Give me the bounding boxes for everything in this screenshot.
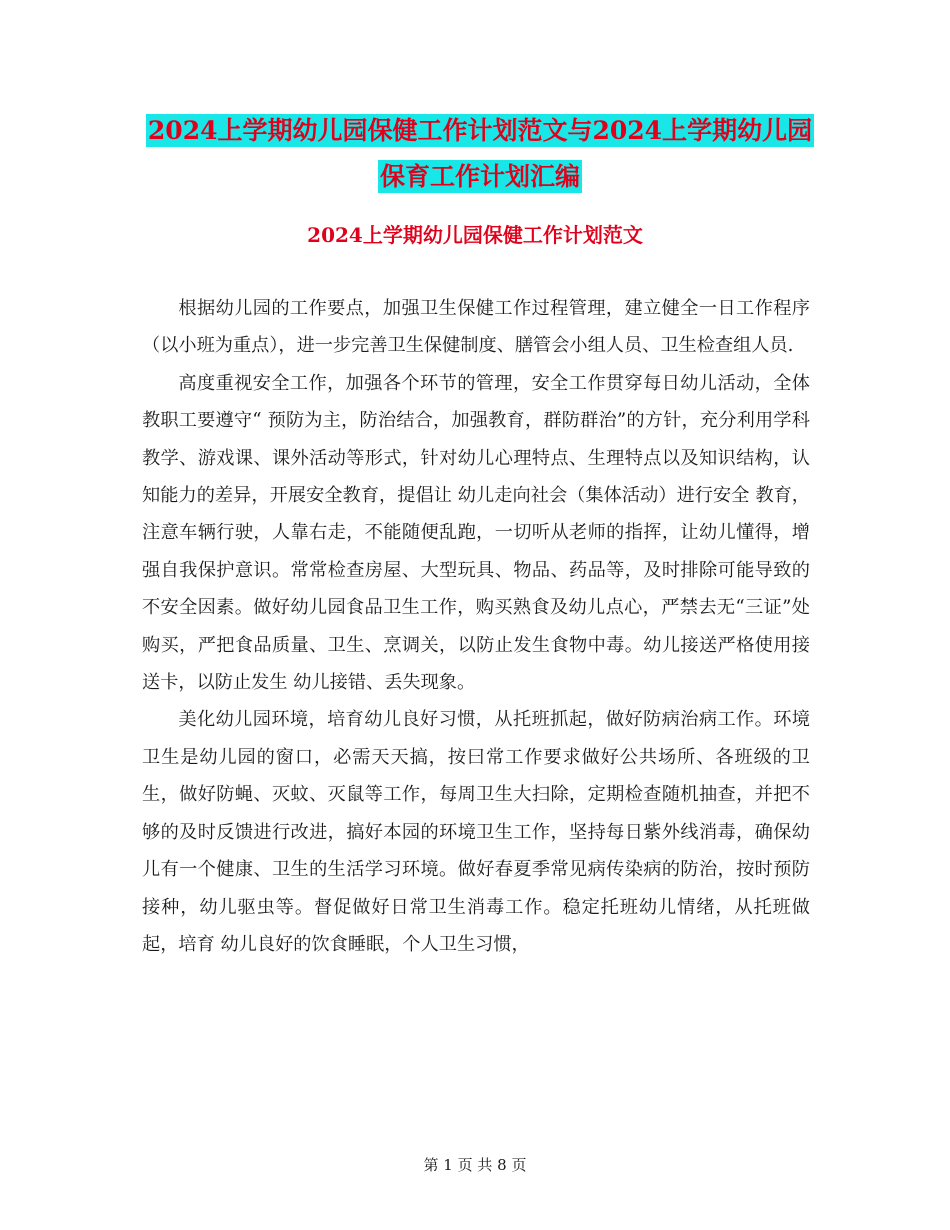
paragraph-3: 美化幼儿园环境，培育幼儿良好习惯，从托班抓起，做好防病治病工作。环境卫生是幼儿园的窗口，必需天天搞，按曰常工作要求做好公共场所、各班级的卫生，做好防蝇、灭蚊、灭鼠等工作，每周卫生大扫除，定期检查随机抽查，并把不够的及时反馈进行改进，搞好本园的环境卫生工作，坚持每日紫外线消毒，确保幼儿有一个健康、卫生的生活学习环境。做好春夏季常见病传染病的防治，按时预防接种，幼儿驱虫等。督促做好日常卫生消毒工作。稳定托班幼儿情绪，从托班做起，培育 幼儿良好的饮食睡眠，个人卫生习惯， bbox=[142, 709, 810, 955]
page-footer: 第 1 页 共 8 页 bbox=[423, 1156, 527, 1174]
section-title: 2024上学期幼儿园保健工作计划范文 bbox=[307, 223, 643, 247]
paragraph-2: 高度重视安全工作，加强各个环节的管理，安全工作贯穿每日幼儿活动，全体教职工要遵守“ 预防为主，防治结合，加强教育，群防群治”的方针，充分利用学科教学、游戏课、课外活动等形式，针对幼儿心理特点、生理特点以及知识结构，认知能力的差异，开展安全教育，提倡让 幼儿走向社会（集体活动）进行安全 教育，注意车辆行驶，人靠右走，不能随便乱跑，一切听从老师的指挥，让幼儿懂得，增强自我保护意识。常常检查房屋、大型玩具、物品、药品等，及时排除可能导致的不安全因素。做好幼儿园食品卫生工作，购买熟食及幼儿点心，严禁去无“三证”处购买，严把食品质量、卫生、烹调关，以防止发生食物中毒。幼儿接送严格使用接送卡，以防止发生 幼儿接错、丢失现象。 bbox=[142, 372, 810, 694]
title-highlight: 2024上学期幼儿园保健工作计划范文与2024上学期幼儿园保育工作计划汇编 bbox=[147, 116, 813, 191]
paragraph-1: 根据幼儿园的工作要点，加强卫生保健工作过程管理，建立健全一日工作程序（以小班为重点），进一步完善卫生保健制度、膳管会小组人员、卫生检查组人员. bbox=[142, 298, 810, 357]
document-body bbox=[142, 290, 810, 963]
document-title bbox=[140, 108, 820, 200]
